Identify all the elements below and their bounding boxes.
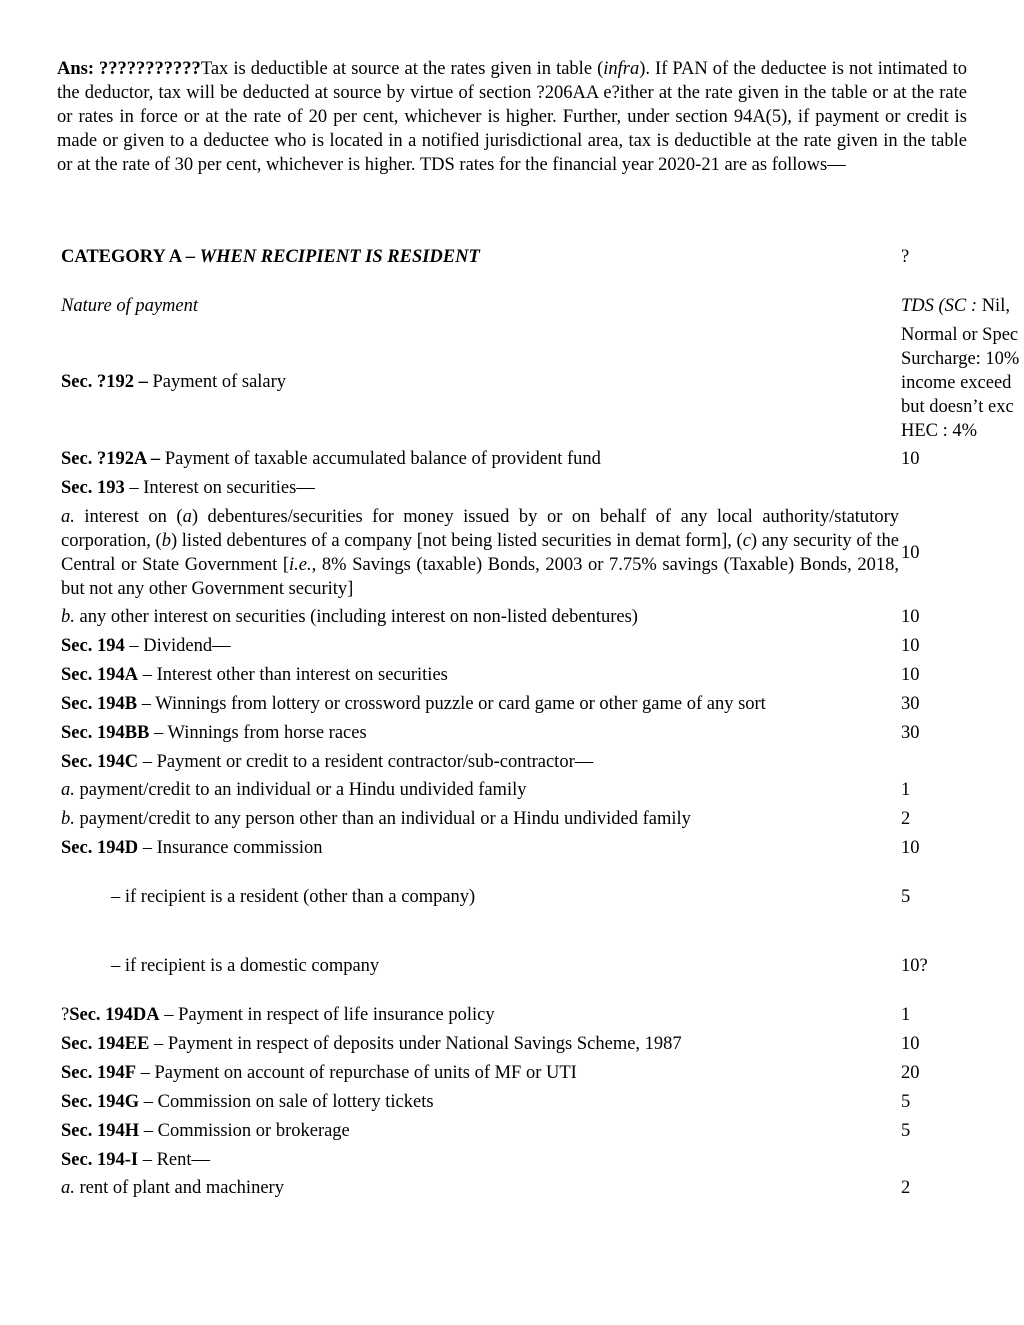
row-value: 10 <box>901 449 920 469</box>
nature-header: Nature of payment <box>61 296 199 316</box>
row-value: 2 <box>901 1178 911 1198</box>
section-number: Sec. ?192 – <box>61 372 148 392</box>
row-value: 2 <box>901 809 911 829</box>
item-letter: a. <box>61 780 75 800</box>
section-number: Sec. 194F <box>61 1063 137 1083</box>
item-letter: b. <box>61 607 75 627</box>
row-text-ia: a <box>182 507 192 527</box>
category-mark: ? <box>901 247 910 267</box>
salary-rate-line-1: Normal or Spec <box>901 325 1019 345</box>
row-text: rent of plant and machinery <box>74 1178 284 1198</box>
section-number: Sec. 194A <box>61 665 139 685</box>
salary-rate-line-2: Surcharge: 10% <box>901 349 1020 369</box>
section-number: Sec. 193 <box>61 478 125 498</box>
row-text: – Rent— <box>138 1150 211 1170</box>
section-number: Sec. 194C <box>61 752 139 772</box>
row-text: – Winnings from horse races <box>149 723 367 743</box>
row-value: 30 <box>901 723 920 743</box>
salary-rate-line-5: HEC : 4% <box>901 421 978 441</box>
row-value: 5 <box>901 1092 911 1112</box>
row-value: 10? <box>901 956 928 976</box>
row-text: – Dividend— <box>124 636 231 656</box>
row-value: 1 <box>901 1005 911 1025</box>
intro-infra: infra <box>603 59 640 79</box>
row-text: payment/credit to an individual or a Hindu undivided family <box>74 780 527 800</box>
section-number: Sec. ?192A – <box>61 449 161 469</box>
row-text-1: interest on ( <box>74 507 183 527</box>
row-text: Payment of salary <box>147 372 287 392</box>
row-text: – Insurance commission <box>138 838 323 858</box>
section-number: Sec. 194G <box>61 1092 140 1112</box>
item-letter: a. <box>61 1178 75 1198</box>
row-value: 10 <box>901 607 920 627</box>
row-text-5: 8% Savings (taxable) Bonds, 2003 or 7.75% savings (Taxable) Bonds, 2018, but not any other Government security] <box>61 555 899 599</box>
row-value: 10 <box>901 1034 920 1054</box>
row-text: – Commission on sale of lottery tickets <box>139 1092 434 1112</box>
intro-paragraph <box>57 57 967 177</box>
category-prefix: CATEGORY A – <box>61 247 200 267</box>
row-value: 20 <box>901 1063 920 1083</box>
section-number: Sec. 194BB <box>61 723 150 743</box>
section-number: Sec. 194DA <box>69 1005 160 1025</box>
tds-header-prefix: TDS (SC : <box>901 296 982 316</box>
row-value: 5 <box>901 887 911 907</box>
row-prefix-mark: ? <box>61 1005 70 1025</box>
row-text: Payment of taxable accumulated balance of provident fund <box>160 449 601 469</box>
row-text: – Payment in respect of life insurance policy <box>159 1005 495 1025</box>
row-text: – if recipient is a resident (other than a company) <box>111 887 476 907</box>
section-number: Sec. 194D <box>61 838 139 858</box>
row-text-ic: c <box>742 531 751 551</box>
answer-label: Ans: ??????????? <box>57 59 201 79</box>
section-number: Sec. 194EE <box>61 1034 150 1054</box>
row-value: 5 <box>901 1121 911 1141</box>
row-text: – Commission or brokerage <box>139 1121 350 1141</box>
section-number: Sec. 194H <box>61 1121 140 1141</box>
row-text: – Payment or credit to a resident contractor/sub-contractor— <box>138 752 594 772</box>
row-text: – Interest other than interest on securities <box>138 665 448 685</box>
item-letter: a. <box>61 507 75 527</box>
row-text-ie: i.e., <box>289 555 317 575</box>
item-letter: b. <box>61 809 75 829</box>
row-value: 1 <box>901 780 911 800</box>
row-value: 30 <box>901 694 920 714</box>
row-text: – Payment in respect of deposits under National Savings Scheme, 1987 <box>149 1034 682 1054</box>
row-text: – if recipient is a domestic company <box>111 956 380 976</box>
row-text: – Payment on account of repurchase of units of MF or UTI <box>136 1063 577 1083</box>
intro-text-2: ). If PAN of the deductee is not intimated to the deductor, tax will be deducted at source by virtue of section ?206AA e?ither at the rate given in the table or at the rate or rates in force or at the rate of 20 per cent, whichever is higher. Further, under section 94A(5), if payment or credit is made or given to a deductee who is located in a notified jurisdictional area, tax is deductible at the rate given in the table or at the rate of 30 per cent, whichever is higher. TDS rates for the financial year 2020-21 are as follows— <box>57 59 968 175</box>
row-text-2: ) debentures/securities for money issued by or on behalf of any local authority/statutory corporation, ( <box>61 507 899 551</box>
row-value: 10 <box>901 838 920 858</box>
section-number: Sec. 194 <box>61 636 125 656</box>
row-value: 10 <box>901 543 920 563</box>
category-title: WHEN RECIPIENT IS RESIDENT <box>199 247 480 267</box>
row-text: payment/credit to any person other than an individual or a Hindu undivided family <box>74 809 691 829</box>
salary-rate-line-4: but doesn’t exc <box>901 397 1014 417</box>
section-number: Sec. 194B <box>61 694 138 714</box>
row-value: 10 <box>901 636 920 656</box>
salary-rate-line-3: income exceed <box>901 373 1012 393</box>
row-text-3: ) listed debentures of a company [not being listed securities in demat form], ( <box>170 531 743 551</box>
row-text: any other interest on securities (including interest on non-listed debentures) <box>74 607 638 627</box>
row-text: – Interest on securities— <box>124 478 315 498</box>
row-text-4: ) any security of the Central or State Government [ <box>61 531 899 575</box>
row-value: 10 <box>901 665 920 685</box>
section-number: Sec. 194-I <box>61 1150 139 1170</box>
tds-header-rest: Nil, <box>981 296 1010 316</box>
row-text-ib: b <box>161 531 171 551</box>
intro-text-1: Tax is deductible at source at the rates given in table ( <box>200 59 604 79</box>
row-text: – Winnings from lottery or crossword puzzle or card game or other game of any sort <box>137 694 766 714</box>
